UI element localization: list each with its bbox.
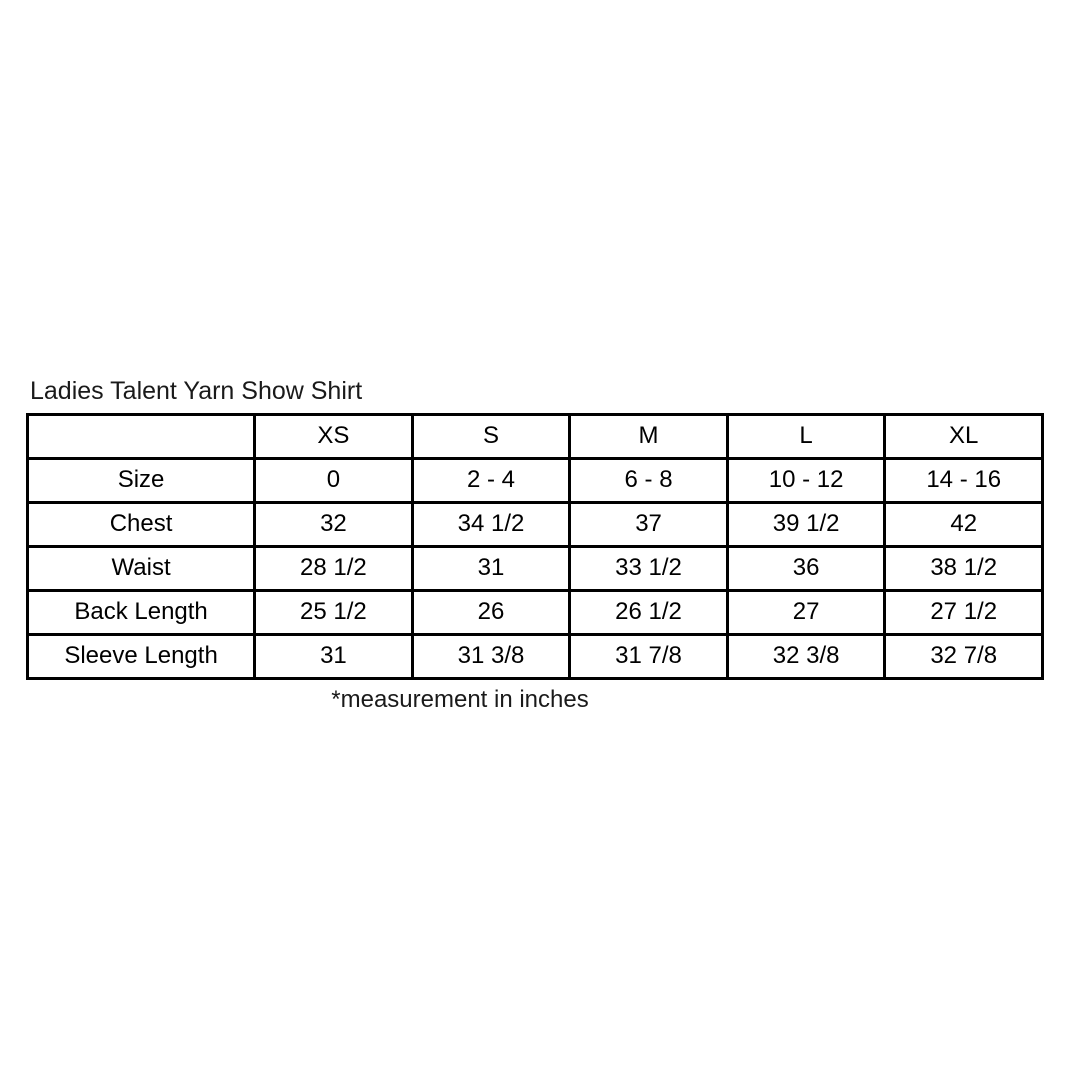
cell-chest-l: 39 1/2: [727, 502, 885, 546]
row-label-chest: Chest: [28, 502, 255, 546]
cell-chest-m: 37: [570, 502, 728, 546]
measurement-footnote: *measurement in inches: [331, 685, 589, 713]
cell-waist-l: 36: [727, 546, 885, 590]
cell-sleeve-length-xs: 31: [255, 634, 413, 678]
size-chart-block: [26, 378, 1044, 714]
size-chart-table: [26, 413, 1044, 680]
cell-back-length-m: 26 1/2: [570, 590, 728, 634]
column-header-s: S: [412, 414, 570, 458]
cell-sleeve-length-xl: 32 7/8: [885, 634, 1043, 678]
cell-chest-xs: 32: [255, 502, 413, 546]
column-header-l: L: [727, 414, 885, 458]
table-header-row: [28, 414, 1043, 458]
cell-size-m: 6 - 8: [570, 458, 728, 502]
cell-chest-s: 34 1/2: [412, 502, 570, 546]
cell-size-xl: 14 - 16: [885, 458, 1043, 502]
cell-back-length-xs: 25 1/2: [255, 590, 413, 634]
row-label-size: Size: [28, 458, 255, 502]
cell-sleeve-length-s: 31 3/8: [412, 634, 570, 678]
column-header-xl: XL: [885, 414, 1043, 458]
cell-size-s: 2 - 4: [412, 458, 570, 502]
cell-size-l: 10 - 12: [727, 458, 885, 502]
cell-waist-s: 31: [412, 546, 570, 590]
page-title: Ladies Talent Yarn Show Shirt: [30, 377, 363, 405]
column-header-m: M: [570, 414, 728, 458]
row-label-back-length: Back Length: [28, 590, 255, 634]
table-body: [28, 458, 1043, 678]
column-header-xs: XS: [255, 414, 413, 458]
table-row: [28, 590, 1043, 634]
row-label-waist: Waist: [28, 546, 255, 590]
cell-waist-xl: 38 1/2: [885, 546, 1043, 590]
cell-sleeve-length-l: 32 3/8: [727, 634, 885, 678]
cell-waist-xs: 28 1/2: [255, 546, 413, 590]
cell-chest-xl: 42: [885, 502, 1043, 546]
table-row: [28, 458, 1043, 502]
cell-sleeve-length-m: 31 7/8: [570, 634, 728, 678]
cell-back-length-s: 26: [412, 590, 570, 634]
cell-size-xs: 0: [255, 458, 413, 502]
cell-back-length-l: 27: [727, 590, 885, 634]
column-header-blank: [28, 414, 255, 458]
table-header: [28, 414, 1043, 458]
cell-back-length-xl: 27 1/2: [885, 590, 1043, 634]
table-row: [28, 502, 1043, 546]
table-row: [28, 546, 1043, 590]
row-label-sleeve-length: Sleeve Length: [28, 634, 255, 678]
cell-waist-m: 33 1/2: [570, 546, 728, 590]
table-row: [28, 634, 1043, 678]
